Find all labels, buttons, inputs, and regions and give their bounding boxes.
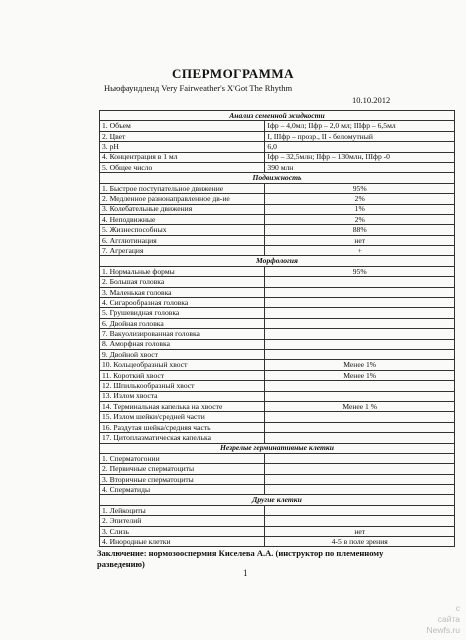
section-heading: Незрелые герминативные клетки	[100, 443, 455, 453]
row-value: +	[265, 246, 455, 256]
row-label: 5. Грушевидная головка	[100, 308, 265, 318]
row-label: 15. Излом шейки/средней части	[100, 412, 265, 422]
row-value	[265, 433, 455, 443]
row-value	[265, 391, 455, 401]
watermark-line-1: с	[455, 603, 460, 613]
section-heading: Морфология	[100, 256, 455, 266]
table-row	[100, 474, 455, 484]
table-row	[100, 505, 455, 515]
row-label: 13. Излом хвоста	[100, 391, 265, 401]
row-label: 10. Кольцеобразный хвост	[100, 360, 265, 370]
row-label: 3. Слизь	[100, 526, 265, 536]
watermark-line-2: сайта	[437, 614, 460, 624]
row-label: 4. Концентрация в 1 мл	[100, 152, 265, 162]
section-heading-row	[100, 443, 455, 453]
row-value	[265, 505, 455, 515]
row-value	[265, 308, 455, 318]
row-label: 14. Терминальная капелька на хвосте	[100, 401, 265, 411]
table-row	[100, 142, 455, 152]
table-row	[100, 183, 455, 193]
section-heading-row	[100, 495, 455, 505]
row-label: 1. Сперматогонии	[100, 453, 265, 463]
table-row	[100, 277, 455, 287]
row-label: 2. Эпителий	[100, 516, 265, 526]
table-row	[100, 298, 455, 308]
row-label: 9. Двойной хвост	[100, 349, 265, 359]
row-label: 5. Жизнеспособных	[100, 225, 265, 235]
row-label: 11. Короткий хвост	[100, 370, 265, 380]
row-label: 1. Быстрое поступательное движение	[100, 183, 265, 193]
table-row	[100, 370, 455, 380]
row-value	[265, 516, 455, 526]
row-label: 4. Неподвижные	[100, 214, 265, 224]
table-row	[100, 537, 455, 547]
conclusion-text: Заключение: нормозооспермия Киселева А.А. (инструктор по племенному разведению)	[97, 548, 384, 570]
row-value	[265, 298, 455, 308]
row-value	[265, 412, 455, 422]
row-label: 1. Лейкоциты	[100, 505, 265, 515]
table-row	[100, 339, 455, 349]
row-label: 7. Агрегация	[100, 246, 265, 256]
row-value: Менее 1%	[265, 370, 455, 380]
row-value	[265, 339, 455, 349]
row-label: 4. Сигарообразная головка	[100, 298, 265, 308]
row-value	[265, 318, 455, 328]
document-subtitle: Ньюфаундленд Very Fairweather's X'Got The Rhythm	[104, 83, 293, 93]
row-label: 5. Общее число	[100, 162, 265, 172]
row-value: 2%	[265, 214, 455, 224]
results-table	[99, 110, 455, 547]
row-value	[265, 381, 455, 391]
section-heading: Другие клетки	[100, 495, 455, 505]
table-row	[100, 464, 455, 474]
section-heading-row	[100, 256, 455, 266]
table-row	[100, 433, 455, 443]
row-label: 17. Цитоплазматическая капелька	[100, 433, 265, 443]
row-value	[265, 349, 455, 359]
row-label: 1. Нормальные формы	[100, 266, 265, 276]
row-value	[265, 453, 455, 463]
table-row	[100, 422, 455, 432]
row-value	[265, 464, 455, 474]
watermark-line-3: Newfs.ru	[426, 625, 460, 635]
row-label: 3. Колебательные движения	[100, 204, 265, 214]
document-date: 10.10.2012	[352, 95, 391, 105]
table-row	[100, 131, 455, 141]
row-value: 390 млн	[265, 162, 455, 172]
row-value: 95%	[265, 183, 455, 193]
table-row	[100, 266, 455, 276]
table-row	[100, 287, 455, 297]
table-row	[100, 152, 455, 162]
row-value: нет	[265, 526, 455, 536]
table-row	[100, 453, 455, 463]
row-value: Менее 1 %	[265, 401, 455, 411]
table-row	[100, 412, 455, 422]
row-value: 88%	[265, 225, 455, 235]
table-row	[100, 162, 455, 172]
row-label: 16. Раздутая шейка/средняя часть	[100, 422, 265, 432]
table-row	[100, 246, 455, 256]
table-row	[100, 204, 455, 214]
row-label: 2. Большая головка	[100, 277, 265, 287]
row-label: 6. Агглютинация	[100, 235, 265, 245]
row-label: 3. pH	[100, 142, 265, 152]
row-label: 1. Объем	[100, 121, 265, 131]
row-label: 12. Шпилькообразный хвост	[100, 381, 265, 391]
row-value	[265, 422, 455, 432]
row-label: 2. Первичные сперматоциты	[100, 464, 265, 474]
table-row	[100, 318, 455, 328]
row-label: 7. Вакуолизированная головка	[100, 329, 265, 339]
row-label: 2. Медленное разнонаправленное дв-ие	[100, 194, 265, 204]
table-row	[100, 235, 455, 245]
section-heading-row	[100, 173, 455, 183]
row-label: 2. Цвет	[100, 131, 265, 141]
row-value: 1%	[265, 204, 455, 214]
row-value: 4-5 в поле зрения	[265, 537, 455, 547]
row-value	[265, 287, 455, 297]
table-row	[100, 485, 455, 495]
table-row	[100, 308, 455, 318]
row-value: Менее 1%	[265, 360, 455, 370]
section-heading: Анализ семенной жидкости	[100, 111, 455, 121]
row-label: 4. Сперматиды	[100, 485, 265, 495]
row-label: 6. Двойная головка	[100, 318, 265, 328]
table-row	[100, 329, 455, 339]
table-row	[100, 401, 455, 411]
table-row	[100, 391, 455, 401]
row-value: 95%	[265, 266, 455, 276]
row-value	[265, 474, 455, 484]
document-title: СПЕРМОГРАММА	[171, 66, 295, 81]
table-row	[100, 214, 455, 224]
row-value: I, IIIфр – прозр., II - беломутный	[265, 131, 455, 141]
section-heading-row	[100, 111, 455, 121]
section-heading: Подвижность	[100, 173, 455, 183]
row-value	[265, 485, 455, 495]
table-row	[100, 225, 455, 235]
table-row	[100, 121, 455, 131]
row-value: нет	[265, 235, 455, 245]
table-row	[100, 381, 455, 391]
table-row	[100, 526, 455, 536]
row-value	[265, 277, 455, 287]
table-row	[100, 349, 455, 359]
table-row	[100, 516, 455, 526]
page-number: 1	[243, 568, 248, 578]
row-value: Iфр – 4,0мл; IIфр – 2,0 мл; IIIфр – 6,5мл	[265, 121, 455, 131]
row-label: 3. Вторичные сперматоциты	[100, 474, 265, 484]
table-row	[100, 194, 455, 204]
table-row	[100, 360, 455, 370]
row-value: 2%	[265, 194, 455, 204]
row-value: 6,0	[265, 142, 455, 152]
row-label: 3. Маленькая головка	[100, 287, 265, 297]
row-label: 8. Аморфная головка	[100, 339, 265, 349]
row-value	[265, 329, 455, 339]
row-value: Iфр – 32,5млн; IIфр – 130млн, IIIфр -0	[265, 152, 455, 162]
row-label: 4. Инородные клетки	[100, 537, 265, 547]
